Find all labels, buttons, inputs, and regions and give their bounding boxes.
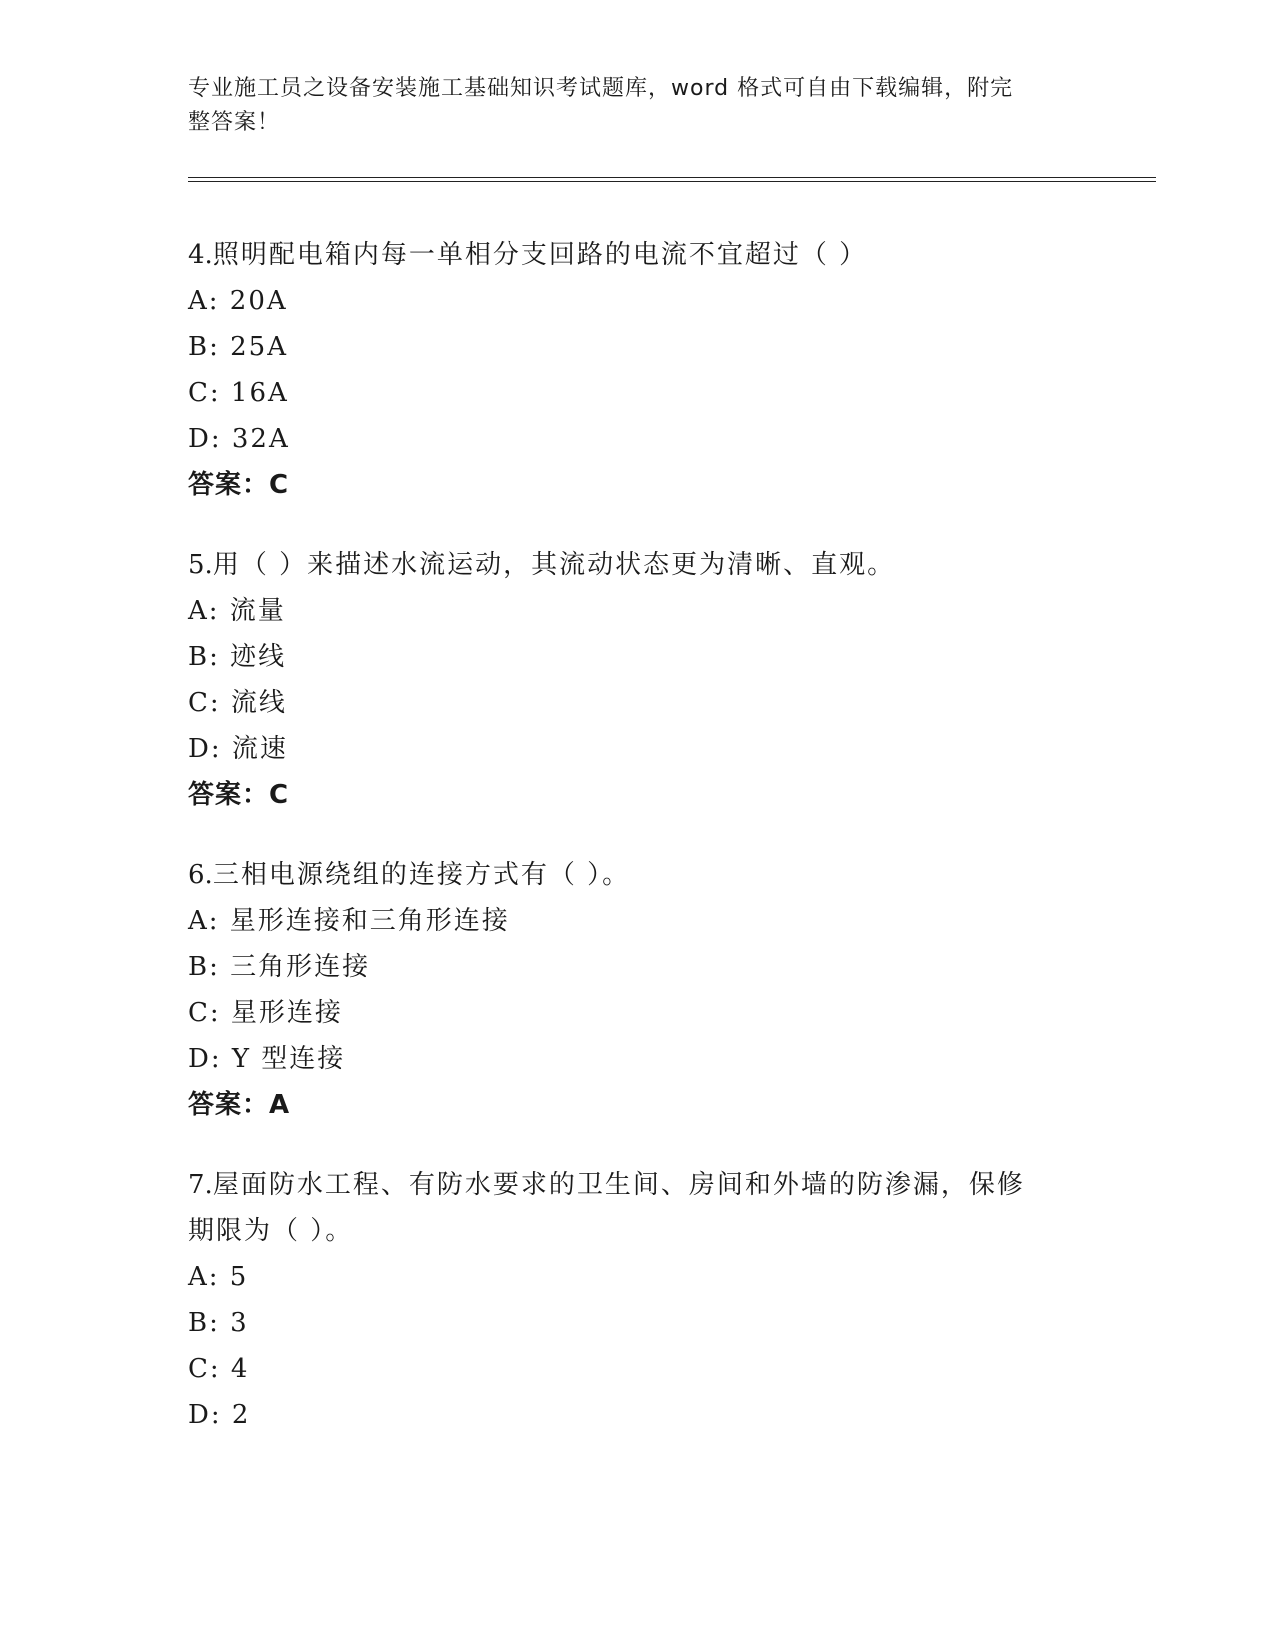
option-d: D: Y 型连接 xyxy=(188,1044,346,1074)
question-text: 用（ ）来描述水流运动，其流动状态更为清晰、直观。 xyxy=(212,550,896,580)
option-b: B: 25A xyxy=(188,332,288,362)
question-7 xyxy=(188,1162,1088,1438)
header-divider xyxy=(188,177,1156,182)
option-b: B: 迹线 xyxy=(188,642,287,672)
header-line-1: 专业施工员之设备安装施工基础知识考试题库，word 格式可自由下载编辑，附完 xyxy=(188,76,1014,101)
question-number: 6. xyxy=(188,860,213,890)
question-number: 5. xyxy=(188,550,213,580)
answer: 答案：A xyxy=(188,1090,291,1120)
question-stem xyxy=(188,1162,1088,1208)
question-text: 屋面防水工程、有防水要求的卫生间、房间和外墙的防渗漏，保修 xyxy=(212,1170,1025,1200)
option-d: D: 32A xyxy=(188,424,290,454)
question-list xyxy=(188,232,1088,1472)
answer: 答案：C xyxy=(188,470,290,500)
option-c: C: 16A xyxy=(188,378,289,408)
question-number: 4. xyxy=(188,240,213,270)
question-stem xyxy=(188,232,1088,278)
question-4 xyxy=(188,232,1088,508)
option-d: D: 2 xyxy=(188,1400,251,1430)
option-a: A: 20A xyxy=(188,286,288,316)
question-stem xyxy=(188,852,1088,898)
question-number: 7. xyxy=(188,1170,213,1200)
option-b: B: 3 xyxy=(188,1308,249,1338)
option-a: A: 星形连接和三角形连接 xyxy=(188,906,510,936)
document-header xyxy=(188,72,1068,140)
question-text: 照明配电箱内每一单相分支回路的电流不宜超过（ ） xyxy=(212,240,868,270)
option-a: A: 5 xyxy=(188,1262,249,1292)
option-c: C: 4 xyxy=(188,1354,250,1384)
question-text: 三相电源绕组的连接方式有（ ）。 xyxy=(212,860,631,890)
option-a: A: 流量 xyxy=(188,596,286,626)
question-stem xyxy=(188,542,1088,588)
option-d: D: 流速 xyxy=(188,734,288,764)
header-line-2: 整答案！ xyxy=(188,110,281,135)
question-5 xyxy=(188,542,1088,818)
answer: 答案：C xyxy=(188,780,290,810)
option-c: C: 星形连接 xyxy=(188,998,343,1028)
option-c: C: 流线 xyxy=(188,688,287,718)
question-stem-continued: 期限为（ ）。 xyxy=(188,1216,354,1246)
option-b: B: 三角形连接 xyxy=(188,952,371,982)
question-6 xyxy=(188,852,1088,1128)
